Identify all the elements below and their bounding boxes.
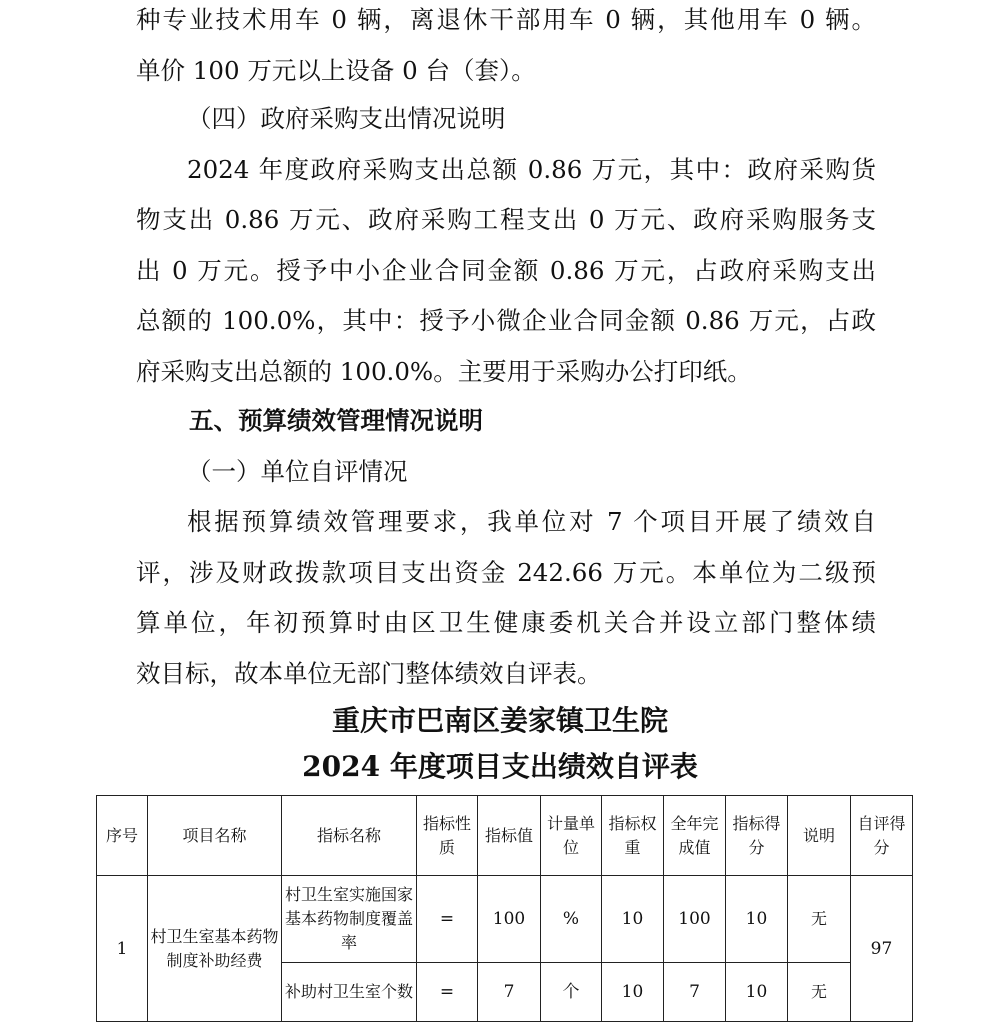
- cell-self-score: 97: [851, 876, 913, 1022]
- cell-indicator-name: 村卫生室实施国家基本药物制度覆盖率: [282, 876, 417, 963]
- cell-score: 10: [726, 963, 788, 1022]
- vehicle-paragraph-line: 种专业技术用车 0 辆，离退休干部用车 0 辆，其他用车 0 辆。: [136, 5, 876, 34]
- header-score: 指标得分: [726, 796, 788, 876]
- cell-weight: 10: [602, 963, 664, 1022]
- table-row: [97, 876, 913, 963]
- cell-note: 无: [788, 876, 851, 963]
- self-eval-line-1: 根据预算绩效管理要求，我单位对 7 个项目开展了绩效自: [187, 507, 876, 536]
- procurement-line-2: 物支出 0.86 万元、政府采购工程支出 0 万元、政府采购服务支: [136, 205, 876, 234]
- cell-actual: 100: [664, 876, 726, 963]
- header-note: 说明: [788, 796, 851, 876]
- table-title-year: 2024 年度项目支出绩效自评表: [302, 750, 698, 783]
- header-project-name: 项目名称: [148, 796, 282, 876]
- equipment-paragraph-line: 单价 100 万元以上设备 0 台（套）。: [136, 56, 536, 85]
- cell-actual: 7: [664, 963, 726, 1022]
- self-eval-line-4: 效目标，故本单位无部门整体绩效自评表。: [136, 659, 602, 688]
- header-indicator-nature: 指标性质: [417, 796, 478, 876]
- table-header-row: [97, 796, 913, 876]
- cell-weight: 10: [602, 876, 664, 963]
- procurement-line-5: 府采购支出总额的 100.0%。主要用于采购办公打印纸。: [136, 357, 752, 386]
- header-indicator-name: 指标名称: [282, 796, 417, 876]
- section-5-1-heading: （一）单位自评情况: [187, 457, 408, 486]
- table-title-org: 重庆市巴南区姜家镇卫生院: [331, 704, 668, 737]
- header-actual: 全年完成值: [664, 796, 726, 876]
- cell-indicator-nature: =: [417, 963, 478, 1022]
- cell-project-name: 村卫生室基本药物制度补助经费: [148, 876, 282, 1022]
- cell-indicator-value: 7: [478, 963, 541, 1022]
- cell-unit: 个: [541, 963, 602, 1022]
- self-eval-line-3: 算单位，年初预算时由区卫生健康委机关合并设立部门整体绩: [136, 608, 876, 637]
- cell-indicator-name: 补助村卫生室个数: [282, 963, 417, 1022]
- cell-score: 10: [726, 876, 788, 963]
- cell-indicator-value: 100: [478, 876, 541, 963]
- cell-note: 无: [788, 963, 851, 1022]
- section-4-heading: （四）政府采购支出情况说明: [187, 104, 506, 133]
- procurement-line-4: 总额的 100.0%，其中：授予小微企业合同金额 0.86 万元，占政: [136, 306, 876, 335]
- cell-seq: 1: [97, 876, 148, 1022]
- self-eval-line-2: 评，涉及财政拨款项目支出资金 242.66 万元。本单位为二级预: [136, 558, 876, 587]
- header-indicator-value: 指标值: [478, 796, 541, 876]
- performance-evaluation-table: [96, 795, 913, 1022]
- header-self-score: 自评得分: [851, 796, 913, 876]
- cell-indicator-nature: =: [417, 876, 478, 963]
- section-5-heading: 五、预算绩效管理情况说明: [189, 406, 483, 435]
- cell-unit: %: [541, 876, 602, 963]
- procurement-line-3: 出 0 万元。授予中小企业合同金额 0.86 万元，占政府采购支出: [136, 256, 876, 285]
- header-seq: 序号: [97, 796, 148, 876]
- header-weight: 指标权重: [602, 796, 664, 876]
- procurement-line-1: 2024 年度政府采购支出总额 0.86 万元，其中：政府采购货: [187, 155, 876, 184]
- header-unit: 计量单位: [541, 796, 602, 876]
